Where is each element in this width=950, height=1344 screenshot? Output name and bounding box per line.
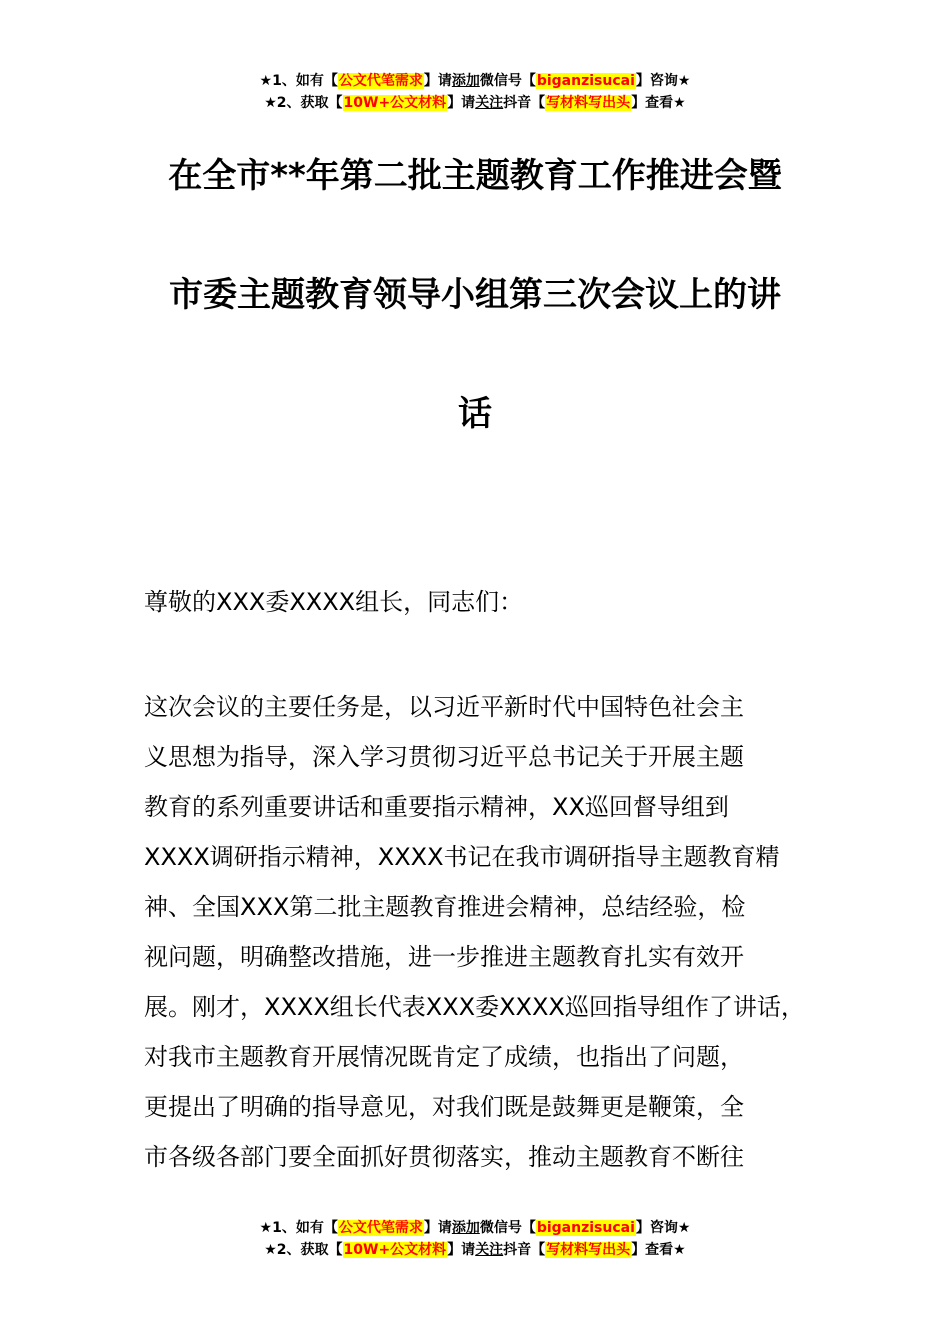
ad-line-1 — [0, 1217, 950, 1239]
header-ad-banner — [0, 70, 950, 114]
paragraph-line: 展。刚才，XXXX组长代表XXX委XXXX巡回指导组作了讲话， — [144, 993, 805, 1021]
paragraph-line: 教育的系列重要讲话和重要指示精神，XX巡回督导组到 — [144, 793, 729, 821]
ad-text: 】请 — [423, 73, 452, 89]
ad-highlight: 写材料写出头 — [546, 95, 631, 111]
ad-underline: 添加 — [451, 73, 480, 89]
paragraph-line: 市各级各部门要全面抓好贯彻落实，推动主题教育不断往 — [144, 1143, 744, 1171]
ad-text: 微信号【 — [479, 1220, 536, 1236]
paragraph-line: 神、全国XXX第二批主题教育推进会精神，总结经验，检 — [144, 893, 746, 921]
ad-text: ★2、获取【 — [264, 95, 343, 111]
salutation: 尊敬的XXX委XXXX组长，同志们： — [144, 588, 524, 616]
title-line: 在全市**年第二批主题教育工作推进会暨 — [168, 156, 782, 196]
ad-underline: 关注 — [475, 1242, 504, 1258]
paragraph-line: 义思想为指导，深入学习贯彻习近平总书记关于开展主题 — [144, 743, 744, 771]
ad-text: 】查看★ — [631, 95, 686, 111]
ad-highlight: 写材料写出头 — [546, 1242, 631, 1258]
paragraph-line: 视问题，明确整改措施，进一步推进主题教育扎实有效开 — [144, 943, 744, 971]
ad-text: 】请 — [423, 1220, 452, 1236]
ad-highlight: 公文代笔需求 — [338, 73, 423, 89]
ad-line-2 — [0, 1239, 950, 1261]
body-paragraph — [144, 682, 814, 1182]
ad-text: 抖音【 — [503, 95, 546, 111]
ad-highlight: 10W+公文材料 — [343, 95, 447, 111]
ad-highlight: biganzisucai — [536, 1220, 635, 1236]
paragraph-line: 对我市主题教育开展情况既肯定了成绩，也指出了问题， — [144, 1043, 744, 1071]
paragraph-line: 更提出了明确的指导意见，对我们既是鼓舞更是鞭策，全 — [144, 1093, 744, 1121]
ad-text: 抖音【 — [503, 1242, 546, 1258]
title-line: 市委主题教育领导小组第三次会议上的讲 — [169, 275, 781, 315]
footer-ad-banner — [0, 1217, 950, 1261]
ad-underline: 添加 — [451, 1220, 480, 1236]
ad-text: ★1、如有【 — [259, 1220, 338, 1236]
title-line: 话 — [458, 394, 492, 434]
ad-text: 】咨询★ — [635, 73, 691, 89]
ad-line-1 — [0, 70, 950, 92]
ad-highlight: 10W+公文材料 — [343, 1242, 447, 1258]
ad-line-2 — [0, 92, 950, 114]
paragraph-line: XXXX调研指示精神，XXXX书记在我市调研指导主题教育精 — [144, 843, 780, 871]
document-title — [100, 140, 850, 450]
paragraph-line: 这次会议的主要任务是，以习近平新时代中国特色社会主 — [144, 693, 744, 721]
ad-highlight: biganzisucai — [536, 73, 635, 89]
ad-text: ★1、如有【 — [259, 73, 338, 89]
ad-text: 】查看★ — [631, 1242, 686, 1258]
ad-highlight: 公文代笔需求 — [338, 1220, 423, 1236]
ad-text: ★2、获取【 — [264, 1242, 343, 1258]
ad-text: 微信号【 — [479, 73, 536, 89]
ad-text: 】请 — [447, 95, 476, 111]
ad-text: 】请 — [447, 1242, 476, 1258]
ad-underline: 关注 — [475, 95, 504, 111]
ad-text: 】咨询★ — [635, 1220, 691, 1236]
